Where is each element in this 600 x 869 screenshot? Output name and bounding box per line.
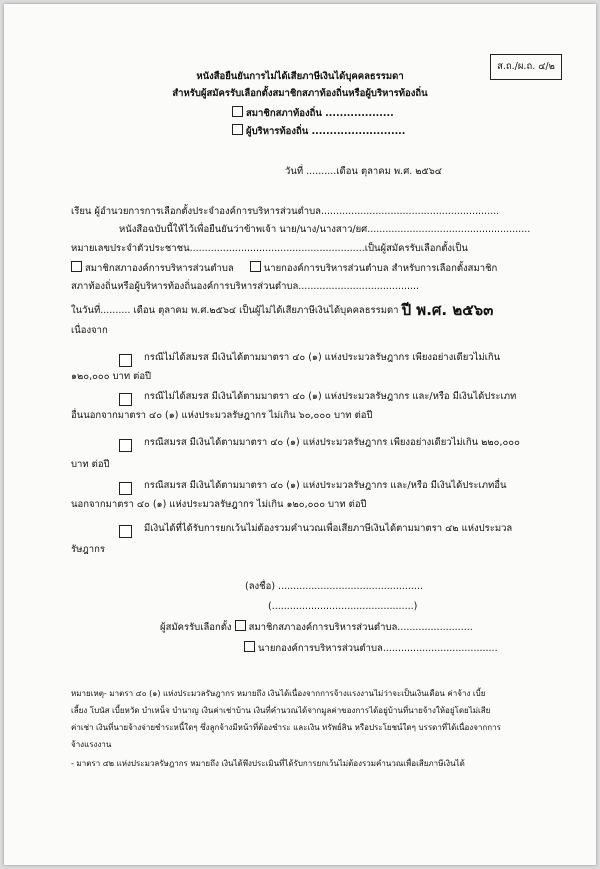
case-5-line-2: รัษฎากร bbox=[71, 544, 105, 555]
candidate-council-label: สมาชิกสภาองค์การบริหารส่วนตำบล......................... bbox=[248, 622, 473, 633]
case-2-line-2: อื่นนอกจากมาตรา ๔๐ (๑) แห่งประมวลรัษฎากร ไม่เกิน ๖๐,๐๐๐ บาท ต่อปี bbox=[71, 410, 373, 421]
case-3-checkbox[interactable] bbox=[119, 435, 132, 454]
case-1-checkbox[interactable] bbox=[119, 350, 132, 369]
case-4-line-1: กรณีสมรส มีเงินได้ตามมาตรา ๔๐ (๑) แห่งประมวลรัษฎากร และ/หรือ มีเงินได้ประเภทอื่น bbox=[144, 480, 507, 491]
body-line-4: สภาท้องถิ่นหรือผู้บริหารท้องถิ่นองค์การบริหารส่วนตำบล........................................ bbox=[71, 281, 420, 292]
note-line-3: ค่าเช่า เงินที่นายจ้างจ่ายชำระหนี้ใดๆ ซึ่งลูกจ้างมีหน้าที่ต้องชำระ และเงิน ทรัพย์สิน หรือประโยชน์ใดๆ บรรดาที่ได้เนื่องจากการ bbox=[71, 723, 501, 732]
case-1-line-1: กรณีไม่ได้สมรส มีเงินได้ตามมาตรา ๔๐ (๑) แห่งประมวลรัษฎากร เพียงอย่างเดียวไม่เกิน bbox=[144, 352, 501, 363]
because-label: เนื่องจาก bbox=[71, 325, 108, 336]
title-line-2: สำหรับผู้สมัครรับเลือกตั้งสมาชิกสภาท้องถิ่นหรือผู้บริหารท้องถิ่น bbox=[172, 88, 428, 99]
checkbox[interactable] bbox=[232, 124, 243, 135]
case-5-checkbox[interactable] bbox=[119, 521, 132, 540]
title-line-1: หนังสือยืนยันการไม่ได้เสียภาษีเงินได้บุคคลธรรมดา bbox=[196, 71, 404, 82]
candidate-type-line bbox=[160, 620, 473, 634]
case-5-line-1: มีเงินได้ที่ได้รับการยกเว้นไม่ต้องรวมคำนวณเพื่อเสียภาษีเงินได้ตามมาตรา ๔๒ แห่งประมวล bbox=[144, 523, 513, 534]
candidate-executive-label: นายกองค์การบริหารส่วนตำบล...................................... bbox=[258, 643, 498, 654]
tax-year: ปี พ.ศ. ๒๕๖๓ bbox=[401, 301, 494, 319]
note-line-2: เลี้ยง โบนัส เบี้ยหวัด บำเหน็จ บำนาญ เงินค่าเช่าบ้าน เงินที่คำนวณได้จากมูลค่าของการได้อยู่บ้านที่นายจ้างให้อยู่โดยไม่เสีย bbox=[71, 706, 491, 715]
note-line-1: หมายเหตุ- มาตรา ๔๐ (๑) แห่งประมวลรัษฎากร หมายถึง เงินได้เนื่องจากการจ้างแรงงานไม่ว่าจะเป็นเงินเดือน ค่าจ้าง เบี้ย bbox=[71, 689, 486, 698]
candidate-label: ผู้สมัครรับเลือกตั้ง bbox=[160, 622, 232, 633]
date-line: วันที่ ..........เดือน ตุลาคม พ.ศ. ๒๕๖๔ bbox=[285, 166, 442, 177]
option-chief-executive-label: นายกองค์การบริหารส่วนตำบล สำหรับการเลือกตั้งสมาชิก bbox=[263, 263, 498, 274]
checkbox-council-member[interactable] bbox=[71, 261, 82, 272]
case-2-line-1: กรณีไม่ได้สมรส มีเงินได้ตามมาตรา ๔๐ (๑) แห่งประมวลรัษฎากร และ/หรือ มีเงินได้ประเภท bbox=[144, 391, 517, 402]
body-line-1: หนังสือฉบับนี้ให้ไว้เพื่อยืนยันว่าข้าพเจ้า นาย/นาง/นางสาว/ยศ...................................................... bbox=[119, 224, 531, 235]
body-line-3 bbox=[71, 261, 497, 275]
signature-line: (ลงชื่อ) ................................................ bbox=[245, 581, 423, 592]
note-line-5: - มาตรา ๔๒ แห่งประมวลรัษฎากร หมายถึง เงินได้พึงประเมินที่ได้รับการยกเว้นไม่ต้องรวมคำนวณเพื่อเสียภาษีเงินได้ bbox=[71, 759, 465, 768]
case-4-line-2: นอกจากมาตรา ๔๐ (๑) แห่งประมวลรัษฎากร ไม่เกิน ๑๒๐,๐๐๐ บาท ต่อปี bbox=[71, 499, 367, 510]
form-code-box: ส.ถ./ผ.ถ. ๔/๒ bbox=[490, 54, 562, 80]
candidate-executive-line bbox=[244, 641, 498, 655]
option-label: สมาชิกสภาท้องถิ่น ................... bbox=[246, 108, 394, 119]
printed-name-line: (...............................................) bbox=[268, 601, 418, 612]
salutation: เรียน ผู้อำนวยการการเลือกตั้งประจำองค์การบริหารส่วนตำบล........................................................... bbox=[71, 206, 500, 217]
case-3-line-2: บาท ต่อปี bbox=[71, 459, 110, 470]
case-2-checkbox[interactable] bbox=[119, 389, 132, 408]
body-line-5 bbox=[71, 301, 494, 319]
case-1-line-2: ๑๒๐,๐๐๐ บาท ต่อปี bbox=[71, 371, 152, 382]
checkbox-chief-executive[interactable] bbox=[250, 261, 261, 272]
case-4-checkbox[interactable] bbox=[119, 478, 132, 497]
body-line-5-text: ในวันที่.......... เดือน ตุลาคม พ.ศ.๒๕๖๔ เป็นผู้ไม่ได้เสียภาษีเงินได้บุคคลธรรมดา bbox=[71, 305, 399, 316]
checkbox-candidate-executive[interactable] bbox=[244, 641, 255, 652]
option-local-council bbox=[232, 106, 394, 120]
checkbox-candidate-council[interactable] bbox=[235, 620, 246, 631]
case-3-line-1: กรณีสมรส มีเงินได้ตามมาตรา ๔๐ (๑) แห่งประมวลรัษฎากร เพียงอย่างเดียวไม่เกิน ๒๒๐,๐๐๐ bbox=[144, 437, 520, 448]
body-line-2: หมายเลขประจำตัวประชาชน..........................................................เป็นผู้สมัครรับเลือกตั้งเป็น bbox=[71, 243, 468, 254]
note-line-4: จ้างแรงงาน bbox=[71, 740, 112, 749]
checkbox[interactable] bbox=[232, 106, 243, 117]
option-local-executive bbox=[232, 124, 405, 138]
option-council-member-label: สมาชิกสภาองค์การบริหารส่วนตำบล bbox=[85, 263, 234, 274]
option-label: ผู้บริหารท้องถิ่น .......................... bbox=[246, 126, 406, 137]
